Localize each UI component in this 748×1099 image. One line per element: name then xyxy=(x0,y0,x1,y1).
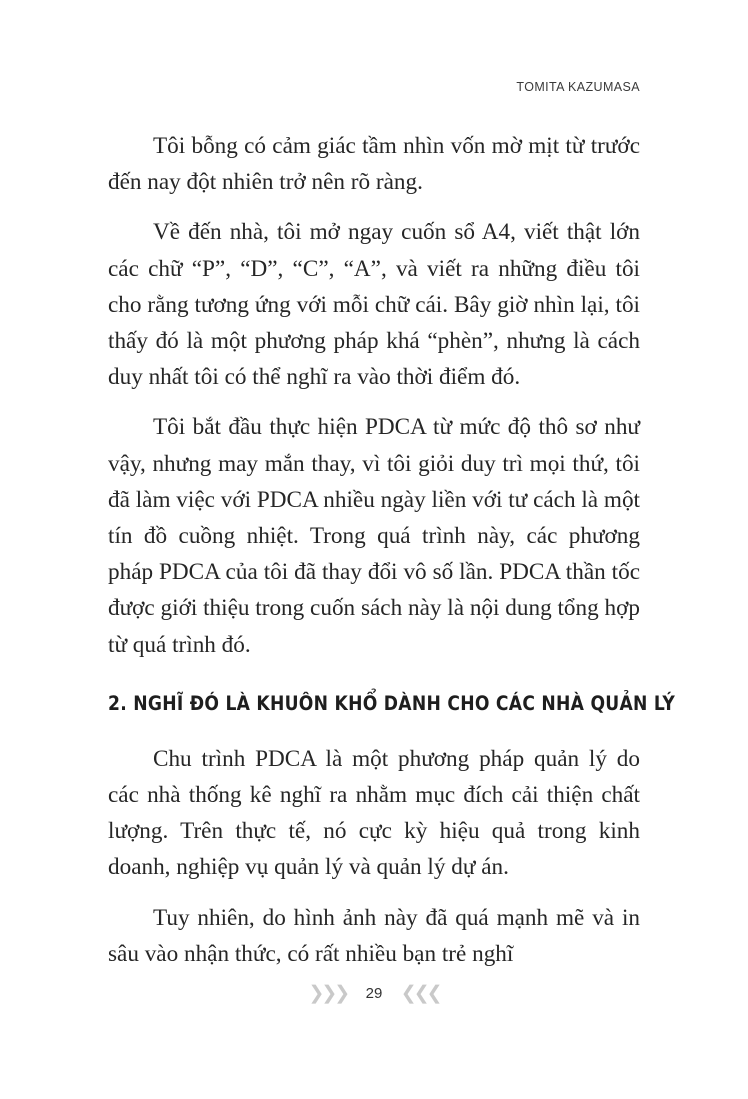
page-number: 29 xyxy=(365,985,383,1002)
paragraph-3: Tôi bắt đầu thực hiện PDCA từ mức độ thô sơ như vậy, nhưng may mắn thay, vì tôi giỏi duy trì mọi thứ, tôi đã làm việc với PDCA nhiều ngày liền với tư cách là một tín đồ cuồng nhiệt. Trong quá trình này, các phương pháp PDCA của tôi đã thay đổi vô số lần. PDCA thần tốc được giới thiệu trong cuốn sách này là nội dung tổng hợp từ quá trình đó. xyxy=(108,414,640,658)
page-footer xyxy=(0,982,748,1005)
paragraph-1: Tôi bỗng có cảm giác tầm nhìn vốn mờ mịt từ trước đến nay đột nhiên trở nên rõ ràng. xyxy=(108,133,640,196)
chevron-right-ornament-icon: ❯❯❯ xyxy=(308,983,348,1004)
section-heading: 2. NGHĨ ĐÓ LÀ KHUÔN KHỔ DÀNH CHO CÁC NHÀ QUẢN LÝ xyxy=(108,691,676,715)
paragraph-2: Về đến nhà, tôi mở ngay cuốn sổ A4, viết thật lớn các chữ “P”, “D”, “C”, “A”, và viết ra những điều tôi cho rằng tương ứng với mỗi chữ cái. Bây giờ nhìn lại, tôi thấy đó là một phương pháp khá “phèn”, nhưng là cách duy nhất tôi có thể nghĩ ra vào thời điểm đó. xyxy=(108,219,640,391)
paragraph-5: Tuy nhiên, do hình ảnh này đã quá mạnh mẽ và in sâu vào nhận thức, có rất nhiều bạn trẻ nghĩ xyxy=(108,904,640,967)
paragraph-4: Chu trình PDCA là một phương pháp quản lý do các nhà thống kê nghĩ ra nhằm mục đích cải thiện chất lượng. Trên thực tế, nó cực kỳ hiệu quả trong kinh doanh, nghiệp vụ quản lý và quản lý dự án. xyxy=(108,745,640,881)
page-body xyxy=(108,128,676,986)
running-header-author: TOMITA KAZUMASA xyxy=(516,80,640,94)
chevron-left-ornament-icon: ❮❮❮ xyxy=(400,983,440,1004)
